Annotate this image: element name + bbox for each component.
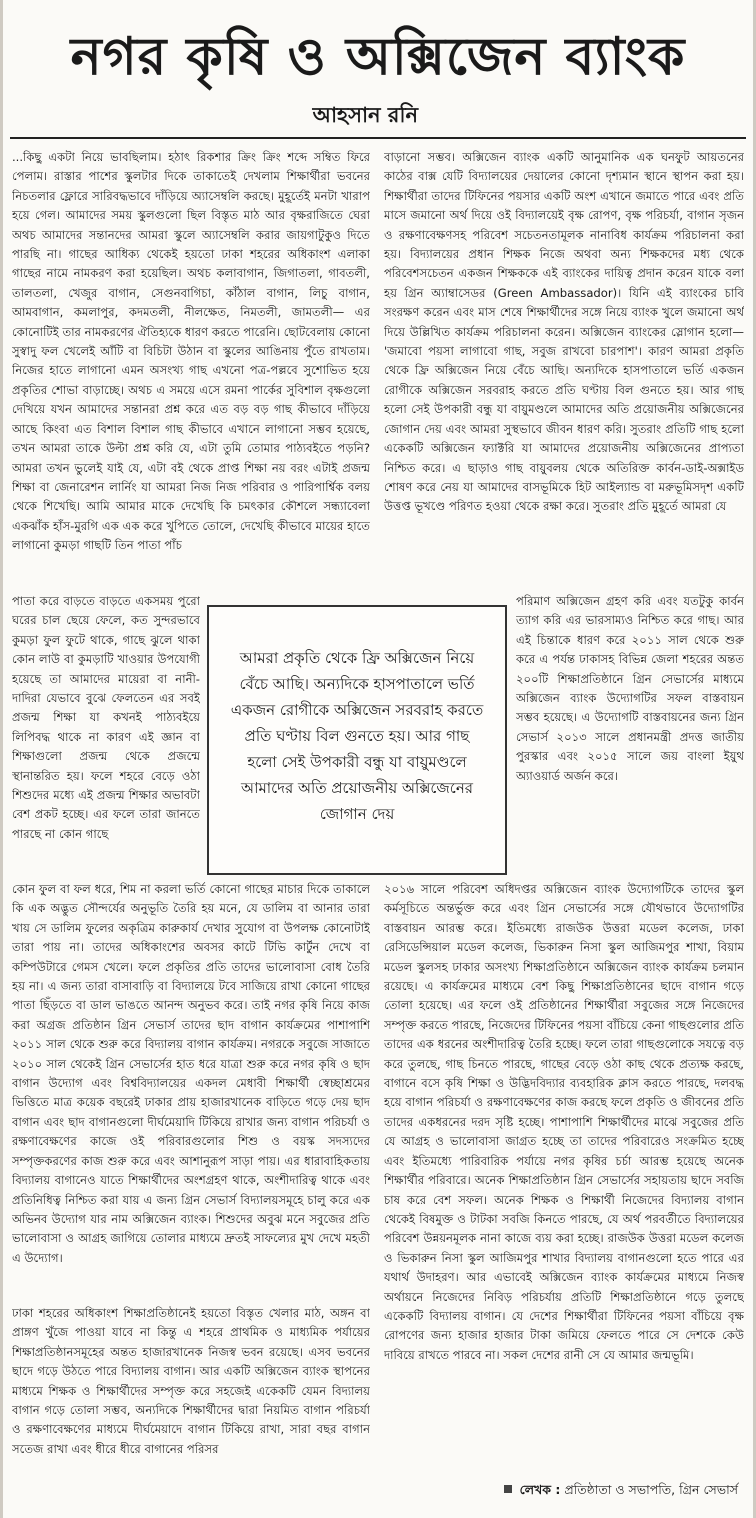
header-rule	[10, 137, 746, 139]
right-column-bottom	[384, 880, 744, 1470]
paragraph: পরিমাণ অক্সিজেন গ্রহণ করি এবং যতটুকু কার্বন ত্যাগ করি এর ভারসাম্যও নিশ্চিত করে গাছ। আর এই চিন্তাকে ধারণ করে ২০১১ সাল থেকে শুরু করে এ পর্যন্ত ঢাকাসহ বিভিন্ন জেলা শহরের অন্তত ২০০টি শিক্ষাপ্রতিষ্ঠানে গ্রিন সেভার্সের মাধ্যমে অক্সিজেন ব্যাংক উদ্যোগটির সফল বাস্তবায়ন সম্ভব হয়েছে। এ উদ্যোগটি বাস্তবায়নের জন্য গ্রিন সেভার্স ২০১৩ সালে প্রধানমন্ত্রী প্রদত্ত জাতীয় পুরস্কার এবং ২০১৫ সালে জয় বাংলা ইয়ুথ অ্যাওয়ার্ড অর্জন করে।	[516, 594, 744, 783]
paragraph: ২০১৬ সালে পরিবেশ অধিদপ্তর অক্সিজেন ব্যাংক উদ্যোগটিকে তাদের স্কুল কর্মসূচিতে অন্তর্ভুক্ত করে এবং গ্রিন সেভার্সের সঙ্গে যৌথভাবে উদ্যোগটির বাস্তবায়ন আরম্ভ করে। ইতিমধ্যে রাজউক উত্তরা মডেল কলেজ, ঢাকা রেসিডেন্সিয়াল মডেল কলেজ, ভিকারুন নিসা স্কুল আজিমপুর শাখা, বিয়াম মডেল স্কুলসহ ঢাকার অসংখ্য শিক্ষাপ্রতিষ্ঠানে অক্সিজেন ব্যাংক কার্যক্রম চলমান রয়েছে। এ কার্যক্রমের মাধ্যমে বেশ কিছু শিক্ষাপ্রতিষ্ঠানের ছাদে বাগান গড়ে তোলা হয়েছে। এর ফলে ওই প্রতিষ্ঠানের শিক্ষার্থীরা সবুজের সঙ্গে নিজেদের সম্পৃক্ত করতে পারছে, নিজেদের টিফিনের পয়সা বাঁচিয়ে কেনা গাছগুলোর প্রতি তাদের এক ধরনের অংশীদারিত্ব তৈরি হচ্ছে। ফলে তারা গাছগুলোকে সযত্নে বড় করে তুলছে, গাছ চিনতে পারছে, গাছের বেড়ে ওঠা কাছ থেকে প্রত্যক্ষ করছে, বাগানে বসে কৃষি শিক্ষা ও উদ্ভিদবিদ্যার ব্যবহারিক ক্লাস করতে পারছে, দলবদ্ধ হয়ে বাগান পরিচর্যা ও রক্ষণাবেক্ষণের কাজ করছে ফলে প্রকৃতি ও জীবনের প্রতি তাদের একধরনের দরদ সৃষ্টি হচ্ছে। পাশাপাশি শিক্ষার্থীদের মাঝে সবুজের প্রতি যে আগ্রহ ও ভালোবাসা জাগ্রত হচ্ছে তা তাদের পরিবারেও সংক্রমিত হচ্ছে এবং ইতিমধ্যে পারিবারিক পর্যায়ে নগর কৃষির চর্চা আরম্ভ হয়েছে অনেক শিক্ষার্থীর পরিবারে। অনেক শিক্ষাপ্রতিষ্ঠান গ্রিন সেভার্সের সহায়তায় ছাদে সবজি চাষ করে বেশ সফল। অনেক শিক্ষক ও শিক্ষার্থী নিজেদের বিদ্যালয় বাগান থেকেই বিষমুক্ত ও টাটকা সবজি কিনতে পারছে, যে অর্থ পরবর্তীতে বিদ্যালয়ের পরিবেশ উন্নয়নমূলক নানা কাজে ব্যয় করা হচ্ছে। রাজউক উত্তরা মডেল কলেজ ও ভিকারুন নিসা স্কুল আজিমপুর শাখার বিদ্যালয় বাগানগুলো হতে পারে এর যথার্থ উদাহরণ। আর এভাবেই অক্সিজেন ব্যাংক কার্যক্রমের মাধ্যমে নিজস্ব অর্থায়নে নিজেদের নিবিড় পরিচর্যায় প্রতিটি শিক্ষাপ্রতিষ্ঠানে গড়ে তুলছে একেকটি বিদ্যালয় বাগান। যে দেশের শিক্ষার্থীরা টিফিনের পয়সা বাঁচিয়ে বৃক্ষ রোপণের জন্য হাজার হাজার টাকা জমিয়ে ফেলতে পারে সে দেশকে কেউ দাবিয়ে রাখতে পারবে না। সকল দেশের রানী সে যে আমার জন্মভূমি।	[384, 882, 744, 1362]
left-column-bottom-2	[12, 1304, 370, 1500]
pull-quote	[207, 605, 507, 875]
pull-quote-text: আমরা প্রকৃতি থেকে ফ্রি অক্সিজেন নিয়ে বেঁচে আছি। অন্যদিকে হাসপাতালে ভর্তি একজন রোগীকে অক্সিজেন সরবরাহ করতে প্রতি ঘণ্টায় বিল গুনতে হয়। আর গাছ হলো সেই উপকারী বন্ধু যা বায়ুমণ্ডলে আমাদের অতি প্রয়োজনীয় অক্সিজেনের জোগান দেয়	[230, 649, 484, 823]
paragraph: বাড়ানো সম্ভব। অক্সিজেন ব্যাংক একটি আনুমানিক এক ঘনফুট আয়তনের কাঠের বাক্স যেটি বিদ্যালয়ের দেয়ালের কোনো দৃশ্যমান স্থানে স্থাপন করা হয়। শিক্ষার্থীরা তাদের টিফিনের পয়সার একটি অংশ এখানে জমাতে পারে এবং প্রতি মাসে জমানো অর্থ দিয়ে ওই বিদ্যালয়েই বৃক্ষ রোপণ, বৃক্ষ পরিচর্যা, বাগান সৃজন ও রক্ষণাবেক্ষণসহ পরিবেশ সচেতনতামূলক নানাবিধ কার্যক্রম পরিচালনা করা হয়। বিদ্যালয়ের প্রধান শিক্ষক নিজে অথবা অন্য শিক্ষকদের মধ্য থেকে পরিবেশসচেতন একজন শিক্ষককে এই ব্যাংকের দায়িত্ব প্রদান করেন যাকে বলা হয় গ্রিন অ্যাম্বাসেডর (Green Ambassador)। যিনি এই ব্যাংকের চাবি সংরক্ষণ করেন এবং মাস শেষে শিক্ষার্থীদের সঙ্গে নিয়ে ব্যাংক খুলে জমানো অর্থ দিয়ে উল্লিখিত কার্যক্রম পরিচালনা করেন। অক্সিজেন ব্যাংকের স্লোগান হলো— 'জমাবো পয়সা লাগাবো গাছ, সবুজ রাখবো চারপাশ'। কারণ আমরা প্রকৃতি থেকে ফ্রি অক্সিজেন নিয়ে বেঁচে আছি। অন্যদিকে হাসপাতালে ভর্তি একজন রোগীকে অক্সিজেন সরবরাহ করতে প্রতি ঘণ্টায় বিল গুনতে হয়। আর গাছ হলো সেই উপকারী বন্ধু যা বায়ুমণ্ডলে আমাদের অতি প্রয়োজনীয় অক্সিজেনের জোগান দেয় এবং আমরা সুস্থভাবে জীবন ধারণ করি। সুতরাং প্রতিটি গাছ হলো একেকটি অক্সিজেন ফ্যাক্টরি যা আমাদের প্রয়োজনীয় অক্সিজেনের প্রাপ্যতা নিশ্চিত করে। এ ছাড়াও গাছ বায়ুবলয় থেকে অতিরিক্ত কার্বন-ডাই-অক্সাইড শোষণ করে নেয় যা আমাদের বাসভূমিকে হিট আইল্যান্ড বা মরুভূমিসদৃশ একটি উত্তপ্ত ভূখণ্ডে পরিণত হওয়া থেকে রক্ষা করে। সুতরাং প্রতি মুহূর্তে আমরা যে	[384, 150, 744, 514]
byline-label: লেখক :	[519, 1482, 561, 1497]
left-margin-bar	[0, 0, 3, 1518]
left-column-top	[12, 148, 370, 588]
right-column-side	[516, 592, 744, 877]
paragraph: কোন ফুল বা ফল ধরে, শিম না করলা ভর্তি কোনো গাছের মাচার দিকে তাকালে কি এক অদ্ভুত সৌন্দর্যের অনুভূতি তৈরি হয় মনে, যে ডালিম বা আনার তারা খায় সে ডালিম ফুলের অকৃত্রিম কারুকার্য দেখার সুযোগ বা উপলক্ষ কোনোটাই তারা পায় না। তাদের অধিকাংশের অবসর কাটে টিভি কার্টুন দেখে বা কম্পিউটারে গেমস খেলে। ফলে প্রকৃতির প্রতি তাদের ভালোবাসা বোধ তৈরি হয় না। এ জন্য তারা বাসাবাড়ি বা বিদ্যালয়ে টবে সাজিয়ে রাখা কোনো গাছের পাতা ছিঁড়তে বা ডাল ভাঙতে আনন্দ অনুভব করে। তাই নগর কৃষি নিয়ে কাজ করা অগ্রজ প্রতিষ্ঠান গ্রিন সেভার্স তাদের ছাদ বাগান কার্যক্রমের পাশাপাশি ২০১১ সাল থেকে শুরু করে বিদ্যালয় বাগান কার্যক্রম। নগরকে সবুজে সাজাতে ২০১০ সাল থেকেই গ্রিন সেভার্সের হাত ধরে যাত্রা শুরু করে নগর কৃষি ও ছাদ বাগান উদ্যোগ এবং বিশ্ববিদ্যালয়ের একদল মেধাবী শিক্ষার্থী স্বেচ্ছাশ্রমের ভিত্তিতে মাত্র কয়েক বছরেই ঢাকার প্রায় হাজারখানেক বাড়িতে গড়ে দেয় ছাদ বাগান এবং ছাদ বাগানগুলো দীর্ঘমেয়াদি টিকিয়ে রাখার জন্য বাগান পরিচর্যা ও রক্ষণাবেক্ষণের কাজে ওই পরিবারগুলোর শিশু ও বয়স্ক সদস্যদের সম্পৃক্তকরণের কাজ শুরু করে এবং আশানুরূপ সাড়া পায়। এর ধারাবাহিকতায় বিদ্যালয় বাগানেও যাতে শিক্ষার্থীদের অংশগ্রহণ থাকে, অংশীদারিত্ব থাকে এবং প্রতিনিধিত্ব নিশ্চিত করা যায় এ জন্য গ্রিন সেভার্স বিদ্যালয়সমূহে চালু করে এক অভিনব উদ্যোগ যার নাম অক্সিজেন ব্যাংক। শিশুদের অবুঝ মনে সবুজের প্রতি ভালোবাসা ও আগ্রহ জাগিয়ে তোলার মাধ্যমে দ্রুতই সাফল্যের মুখ দেখে মহতী এ উদ্যোগ।	[12, 882, 370, 1265]
paragraph: পাতা করে বাড়তে বাড়তে একসময় পুরো ঘরের চাল ছেয়ে ফেলে, কত সুন্দরভাবে কুমড়া ফুল ফুটে থাকে, গাছে ঝুলে থাকা কোন লাউ বা কুমড়াটি খাওয়ার উপযোগী হয়েছে তা আমাদের মায়েরা বা নানী-দাদিরা যেভাবে বুঝে ফেলতেন এর সবই প্রজন্ম শিক্ষা যা কখনই পাঠ্যবইয়ে লিপিবদ্ধ থাকে না কারণ এই জ্ঞান বা শিক্ষাগুলো প্রজন্ম থেকে প্রজন্মে স্থানান্তরিত হয়। ফলে শহরে বেড়ে ওঠা শিশুদের মধ্যে এই প্রজন্ম শিক্ষার অভাবটা বেশ প্রকট হচ্ছে। এর ফলে তারা জানতে পারছে না কোন গাছে	[12, 594, 200, 841]
paragraph: ...কিছু একটা নিয়ে ভাবছিলাম। হঠাৎ রিকশার ক্রিং ক্রিং শব্দে সম্বিত ফিরে পেলাম। রাস্তার পাশের স্কুলটার দিকে তাকাতেই দেখলাম শিক্ষার্থীরা ভবনের নিচতলার ফ্লোরে সারিবদ্ধভাবে দাঁড়িয়ে অ্যাসেম্বলি করছে। মুহূর্তেই মনটা খারাপ হয়ে গেল। আমাদের সময় স্কুলগুলো ছিল বিস্তৃত মাঠ আর বৃক্ষরাজিতে ঘেরা অথচ আমাদের সন্তানদের আমরা স্কুলে অ্যাসেম্বলি করার জায়গাটুকুও দিতে পারছি না। গাছের আধিক্য থেকেই হয়তো ঢাকা শহরের অধিকাংশ এলাকা গাছের নামে নামকরণ করা হয়েছিল। অথচ কলাবাগান, জিগাতলা, গাবতলী, তালতলা, খেজুর বাগান, সেগুনবাগিচা, কাঁঠাল বাগান, লিচু বাগান, আমবাগান, কমলাপুর, কদমতলী, নীলক্ষেত, নিমতলী, জামতলী— এর কোনোটিই তার নামকরণের ঐতিহ্যকে ধারণ করতে পারেনি। ছোটবেলায় কোনো সুস্বাদু ফল খেলেই আঁটি বা বিচিটা উঠান বা স্কুলের আঙিনায় পুঁতে রাখতাম। নিজের হাতে লাগানো এমন অসংখ্য গাছ এখনো পত্র-পল্লবে সুশোভিত হয়ে প্রকৃতির শোভা বাড়াচ্ছে। অথচ এ সময়ে এসে রমনা পার্কের সুবিশাল বৃক্ষগুলো দেখিয়ে যখন আমাদের সন্তানরা প্রশ্ন করে এত বড় বড় গাছ কীভাবে দাঁড়িয়ে আছে কিংবা এত বিশাল বিশাল গাছ কীভাবে এখানে লাগানো সম্ভব হয়েছে, তখন আমরা তাকে উল্টা প্রশ্ন করি যে, এটা তুমি তোমার পাঠ্যবইতে পড়নি? আমরা তখন ভুলেই যাই যে, এটা বই থেকে প্রাপ্ত শিক্ষা নয় বরং এটাই প্রজন্ম শিক্ষা বা জেনারেশন লার্নিং যা আমরা নিজ নিজ পরিবার ও পারিপার্শ্বিক বলয় থেকে শিখেছি। আমি আমার মাকে দেখেছি কি চমৎকার কৌশলে সন্ধ্যাবেলা একঝাঁক হাঁস-মুরগি এক এক করে খুপিতে তোলে, দেখেছি কীভাবে মায়ের হাতে লাগানো কুমড়া গাছটি তিন পাতা পাঁচ	[12, 150, 370, 553]
byline	[504, 1478, 738, 1502]
paragraph: ঢাকা শহরের অধিকাংশ শিক্ষাপ্রতিষ্ঠানেই হয়তো বিস্তৃত খেলার মাঠ, অঙ্গন বা প্রাঙ্গণ খুঁজে পাওয়া যাবে না কিন্তু এ শহরে প্রাথমিক ও মাধ্যমিক পর্যায়ের শিক্ষাপ্রতিষ্ঠানসমূহের অন্তত হাজারখানেক নিজস্ব ভবন রয়েছে। এসব ভবনের ছাদে গড়ে উঠতে পারে বিদ্যালয় বাগান। আর একটি অক্সিজেন ব্যাংক স্থাপনের মাধ্যমে শিক্ষক ও শিক্ষার্থীদের সম্পৃক্ত করে সহজেই একেকটি যেমন বিদ্যালয় বাগান গড়ে তোলা সম্ভব, অন্যদিকে শিক্ষার্থীদের দ্বারা নিয়মিত বাগান পরিচর্যা ও রক্ষণাবেক্ষণের মাধ্যমে দীর্ঘমেয়াদে বাগান টিকিয়ে রাখা, সারা বছর বাগান সতেজ রাখা এবং ধীরে ধীরে বাগানের পরিসর	[12, 1306, 370, 1456]
article-author: আহসান রনি	[312, 103, 418, 127]
bullet-square-icon	[504, 1485, 512, 1493]
byline-text: প্রতিষ্ঠাতা ও সভাপতি, গ্রিন সেভার্স	[564, 1482, 738, 1497]
left-column-bottom	[12, 880, 370, 1300]
left-column-side	[12, 592, 200, 877]
article-title: নগর কৃষি ও অক্সিজেন ব্যাংক	[70, 27, 686, 87]
right-column-top	[384, 148, 744, 588]
